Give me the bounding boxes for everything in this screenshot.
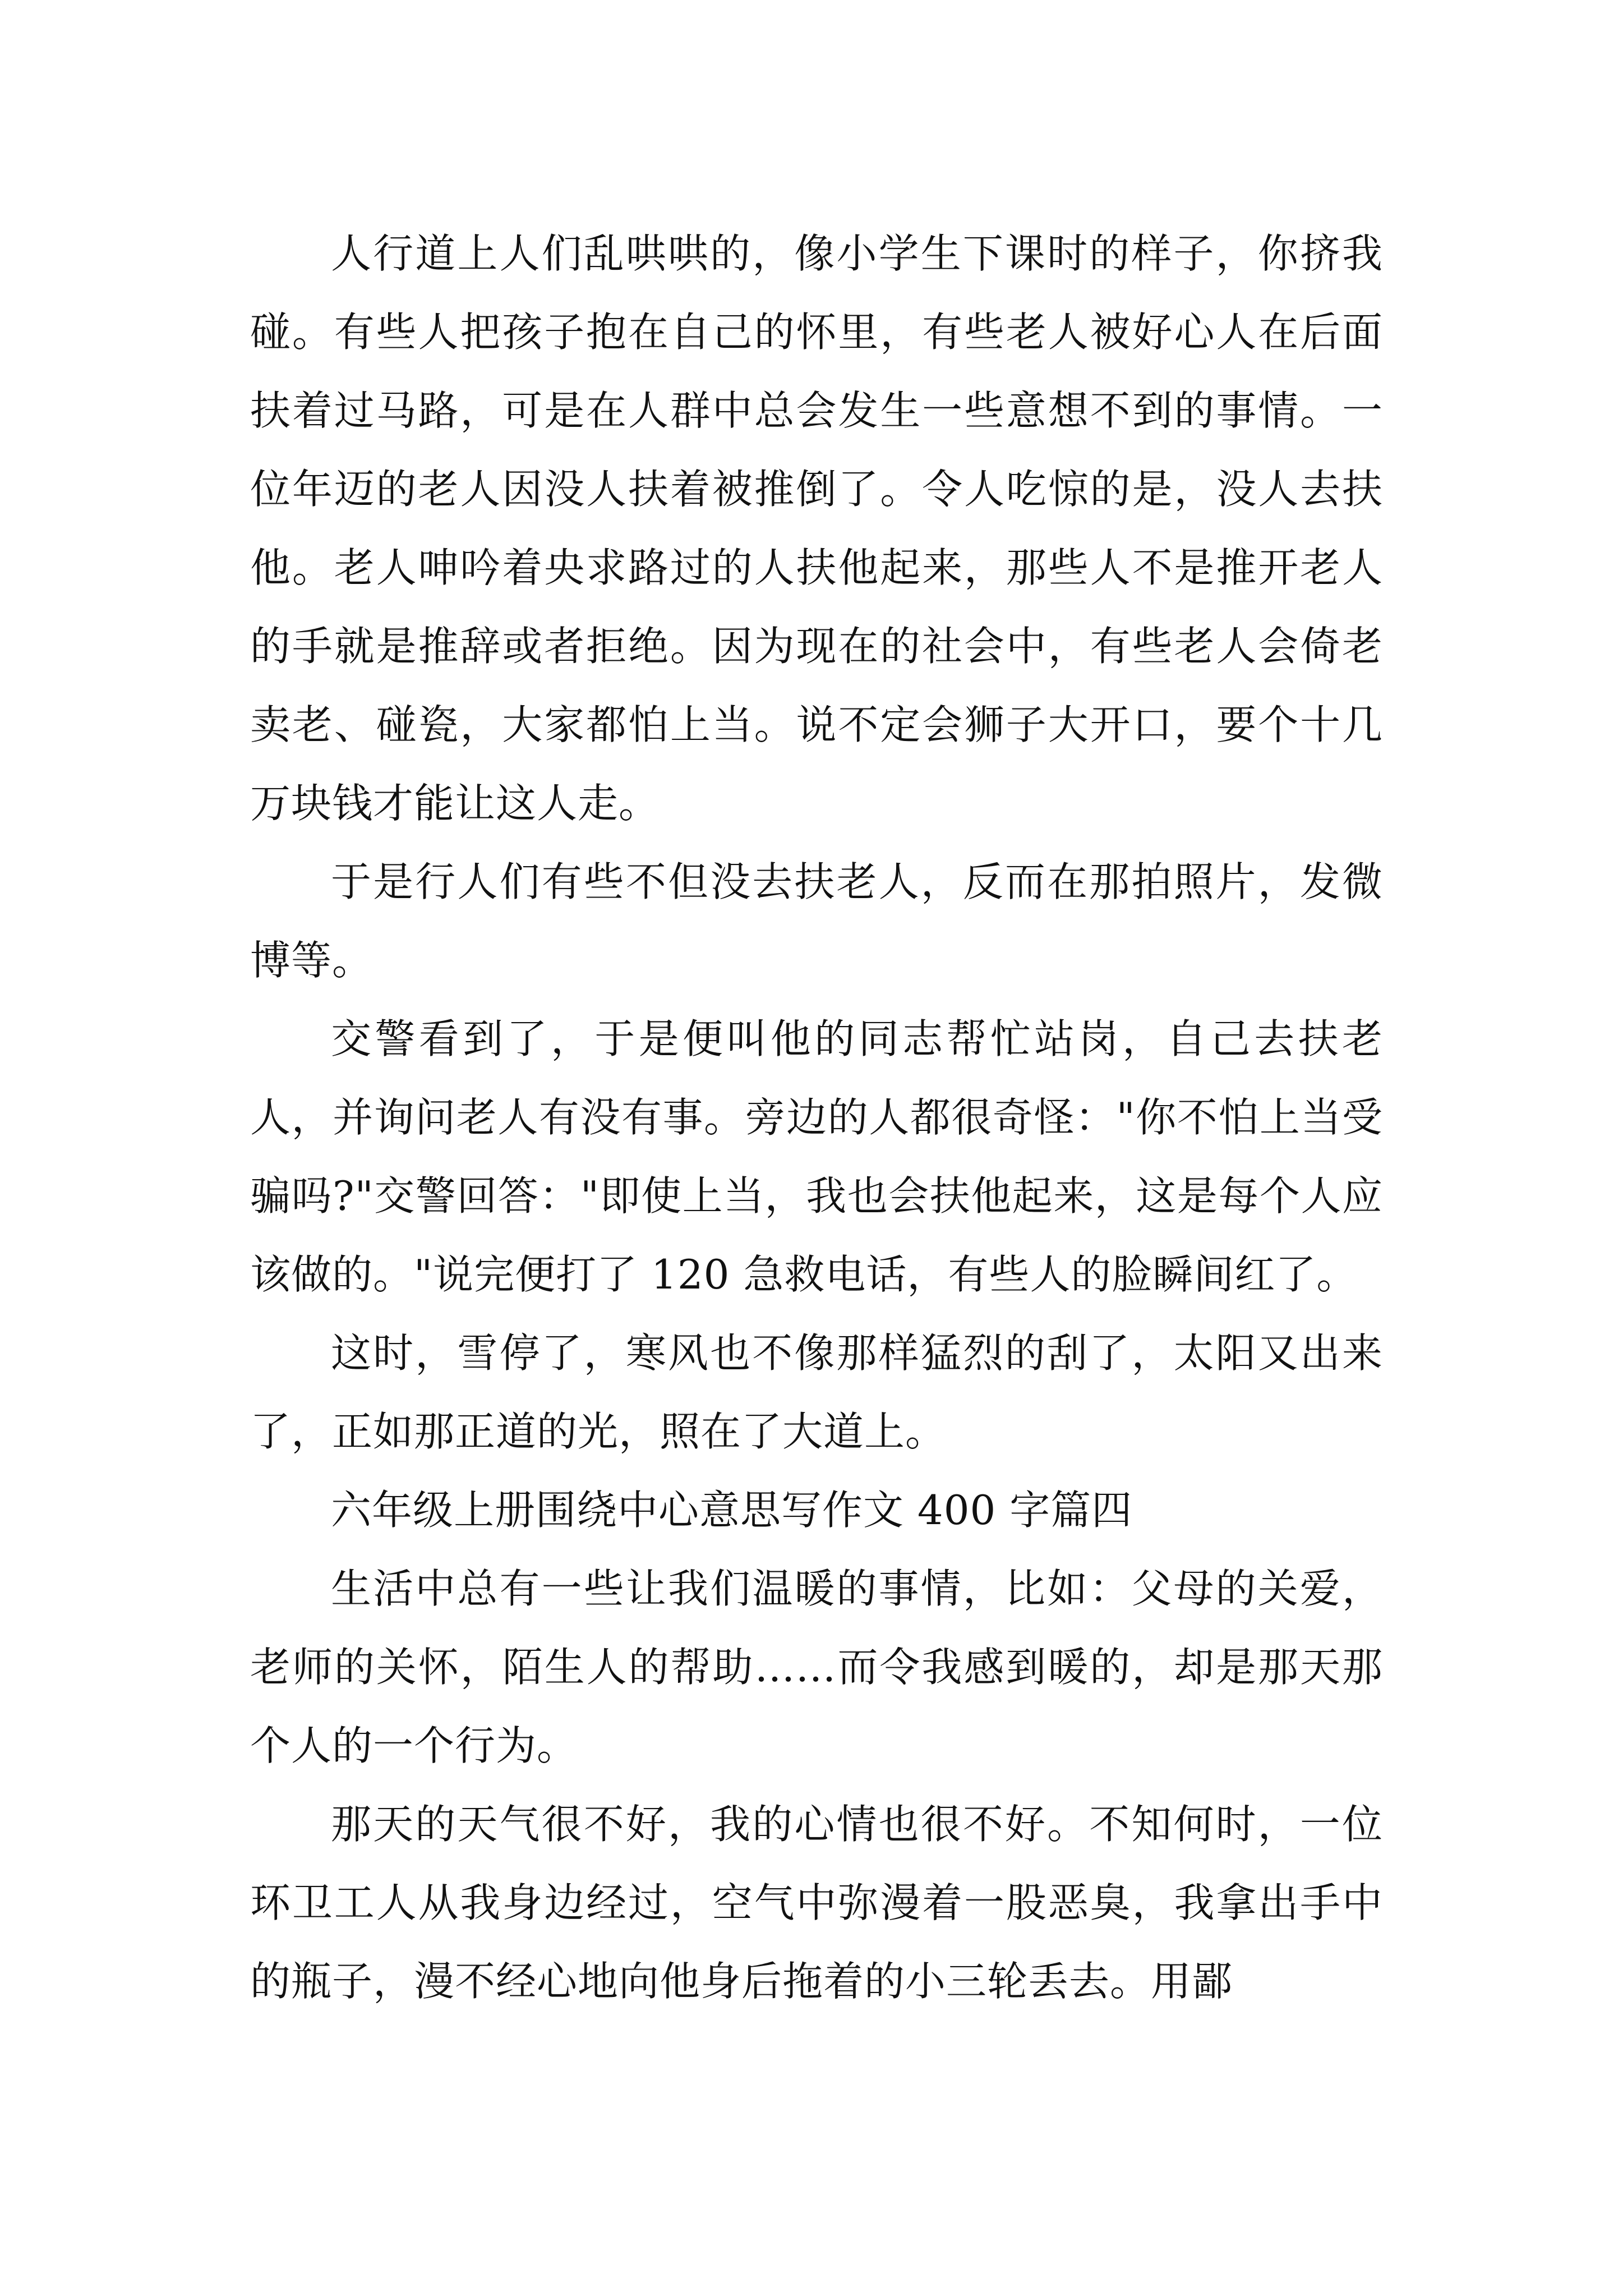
paragraph-2: 于是行人们有些不但没去扶老人，反而在那拍照片，发微博等。 bbox=[250, 858, 1383, 984]
document-body bbox=[250, 214, 1383, 2021]
section-heading: 六年级上册围绕中心意思写作文 400 字篇四 bbox=[331, 1487, 1133, 1534]
paragraph-6: 那天的天气很不好，我的心情也很不好。不知何时，一位环卫工人从我身边经过，空气中弥漫着一股恶臭，我拿出手中的瓶子，漫不经心地向他身后拖着的小三轮丢去。用鄙 bbox=[250, 1801, 1383, 2005]
paragraph-4: 这时，雪停了，寒风也不像那样猛烈的刮了，太阳又出来了，正如那正道的光，照在了大道上。 bbox=[250, 1329, 1383, 1455]
paragraph-3: 交警看到了，于是便叫他的同志帮忙站岗，自己去扶老人，并询问老人有没有事。旁边的人都很奇怪："你不怕上当受骗吗?"交警回答："即使上当，我也会扶他起来，这是每个人应该做的。"说完便打了 120 急救电话，有些人的脸瞬间红了。 bbox=[250, 1015, 1383, 1298]
paragraph-5: 生活中总有一些让我们温暖的事情，比如：父母的关爱，老师的关怀，陌生人的帮助……而令我感到暖的，却是那天那个人的一个行为。 bbox=[250, 1565, 1383, 1769]
paragraph-1: 人行道上人们乱哄哄的，像小学生下课时的样子，你挤我碰。有些人把孩子抱在自己的怀里，有些老人被好心人在后面扶着过马路，可是在人群中总会发生一些意想不到的事情。一位年迈的老人因没人扶着被推倒了。令人吃惊的是，没人去扶他。老人呻吟着央求路过的人扶他起来，那些人不是推开老人的手就是推辞或者拒绝。因为现在的社会中，有些老人会倚老卖老、碰瓷，大家都怕上当。说不定会狮子大开口，要个十几万块钱才能让这人走。 bbox=[250, 230, 1383, 827]
